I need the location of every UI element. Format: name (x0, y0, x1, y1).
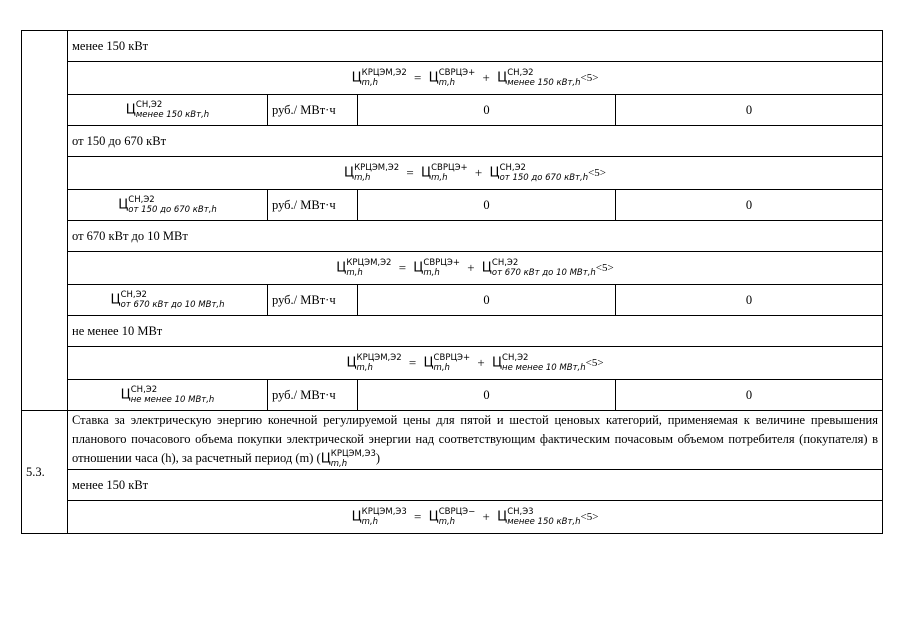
formula: Ц КРЦЭМ,Э2 m,h = Ц СВРЦЭ+ m,h + Ц СН,Э2 от 670 кВт до 10 МВт,h <5> (68, 252, 883, 285)
group-label: не менее 10 МВт (68, 316, 883, 347)
unit-cell: руб./ МВт·ч (268, 190, 358, 221)
formula: Ц КРЦЭМ,Э2 m,h = Ц СВРЦЭ+ m,h + Ц СН,Э2 не менее 10 МВт,h <5> (68, 347, 883, 380)
unit-cell: руб./ МВт·ч (268, 380, 358, 411)
section-number-cell (22, 31, 68, 411)
value-cell: 0 (616, 380, 883, 411)
section-number: 5.3. (22, 411, 68, 534)
rate-symbol: Ц СН,Э2 не менее 10 МВт,h (68, 380, 268, 411)
unit-cell: руб./ МВт·ч (268, 285, 358, 316)
unit-cell: руб./ МВт·ч (268, 95, 358, 126)
group-label: от 670 кВт до 10 МВт (68, 221, 883, 252)
rate-symbol: Ц СН,Э2 менее 150 кВт,h (68, 95, 268, 126)
formula: Ц КРЦЭМ,Э3 m,h = Ц СВРЦЭ− m,h + Ц СН,Э3 менее 150 кВт,h <5> (68, 501, 883, 534)
rate-symbol: Ц СН,Э2 от 150 до 670 кВт,h (68, 190, 268, 221)
tariff-table (21, 30, 883, 534)
section-description: Ставка за электрическую энергию конечной регулируемой цены для пятой и шестой ценовых категорий, применяемая к величине превышения планового почасового объема покупки электрической энергии над соответствующим фактическим почасовым объемом потребителя (покупателя) в отношении часа (h), за расчетный период (m) (Ц КРЦЭМ,Э3 m,h ) (68, 411, 883, 470)
value-cell: 0 (616, 95, 883, 126)
value-cell: 0 (358, 380, 616, 411)
formula: Ц КРЦЭМ,Э2 m,h = Ц СВРЦЭ+ m,h + Ц СН,Э2 от 150 до 670 кВт,h <5> (68, 157, 883, 190)
group-label: менее 150 кВт (68, 470, 883, 501)
value-cell: 0 (358, 190, 616, 221)
formula: Ц КРЦЭМ,Э2 m,h = Ц СВРЦЭ+ m,h + Ц СН,Э2 менее 150 кВт,h <5> (68, 62, 883, 95)
value-cell: 0 (358, 95, 616, 126)
value-cell: 0 (616, 285, 883, 316)
group-label: от 150 до 670 кВт (68, 126, 883, 157)
group-label: менее 150 кВт (68, 31, 883, 62)
value-cell: 0 (616, 190, 883, 221)
rate-symbol: Ц СН,Э2 от 670 кВт до 10 МВт,h (68, 285, 268, 316)
value-cell: 0 (358, 285, 616, 316)
